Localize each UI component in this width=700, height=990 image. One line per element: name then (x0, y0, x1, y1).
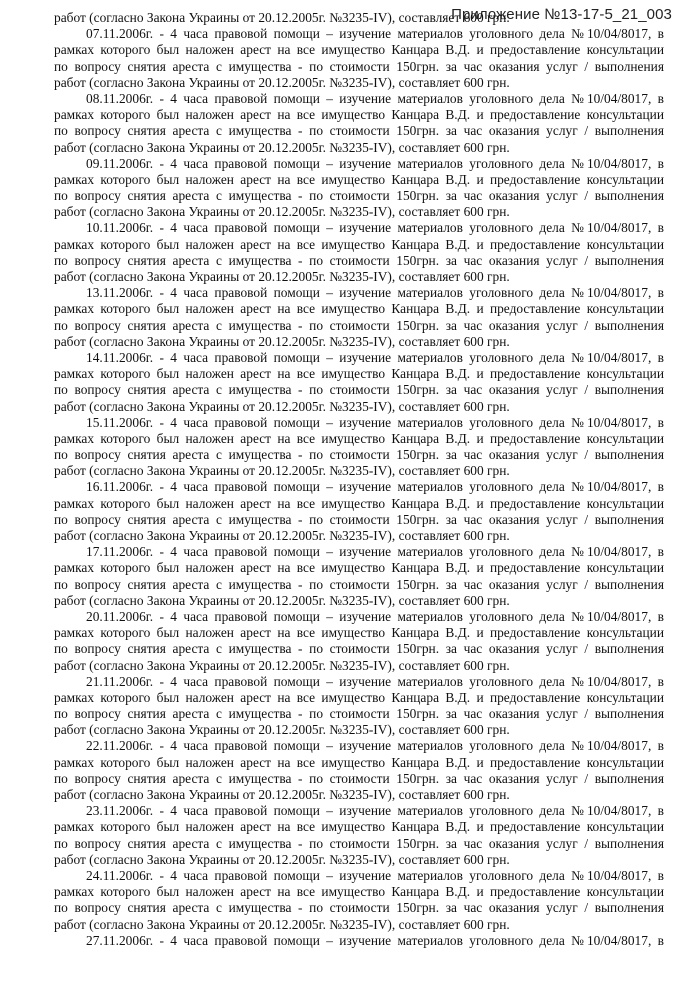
entry-line-4: работ (согласно Закона Украины от 20.12.2005г. №3235-IV), составляет 600 грн. (54, 787, 510, 802)
entry-line-1: 16.11.2006г. - 4 часа правовой помощи – изучение материалов уголовного дела №10/04/8017, в (86, 479, 664, 495)
entry-line-4: работ (согласно Закона Украины от 20.12.2005г. №3235-IV), составляет 600 грн. (54, 74, 510, 90)
entry-14-11 (54, 350, 664, 415)
entry-20-11 (54, 609, 664, 674)
entry-line-3: по вопросу снятия ареста с имущества - по стоимости 150грн. за час оказания услуг / выполнения (54, 447, 664, 463)
entry-line-4: работ (согласно Закона Украины от 20.12.2005г. №3235-IV), составляет 600 грн. (54, 463, 510, 479)
entry-line-1: 22.11.2006г. - 4 часа правовой помощи – изучение материалов уголовного дела №10/04/8017, в (86, 738, 664, 754)
entry-line-1: 24.11.2006г. - 4 часа правовой помощи – изучение материалов уголовного дела №10/04/8017, в (86, 867, 664, 883)
entry-line-1: 09.11.2006г. - 4 часа правовой помощи – изучение материалов уголовного дела №10/04/8017, в (86, 155, 664, 171)
entry-08-11 (54, 91, 664, 156)
entry-line-3: по вопросу снятия ареста с имущества - по стоимости 150грн. за час оказания услуг / выполнения (54, 123, 664, 139)
entry-line-2: рамках которого был наложен арест на все имущество Канцара В.Д. и предоставление консультации (54, 689, 664, 705)
entry-21-11 (54, 674, 664, 739)
trailing-entry-line: 27.11.2006г. - 4 часа правовой помощи – изучение материалов уголовного дела №10/04/8017, в (86, 932, 664, 948)
entry-line-1: 21.11.2006г. - 4 часа правовой помощи – изучение материалов уголовного дела №10/04/8017, в (86, 673, 664, 689)
entry-10-11 (54, 220, 664, 285)
entry-line-2: рамках которого был наложен арест на все имущество Канцара В.Д. и предоставление консультации (54, 819, 664, 835)
entry-line-2: рамках которого был наложен арест на все имущество Канцара В.Д. и предоставление консультации (54, 42, 664, 58)
entry-line-2: рамках которого был наложен арест на все имущество Канцара В.Д. и предоставление консультации (54, 236, 664, 252)
entry-line-3: по вопросу снятия ареста с имущества - по стоимости 150грн. за час оказания услуг / выполнения (54, 382, 664, 398)
entry-22-11 (54, 738, 664, 803)
entry-line-1: 23.11.2006г. - 4 часа правовой помощи – изучение материалов уголовного дела №10/04/8017, в (86, 803, 664, 819)
entry-09-11 (54, 156, 664, 221)
entry-line-3: по вопросу снятия ареста с имущества - по стоимости 150грн. за час оказания услуг / выполнения (54, 900, 664, 916)
entry-line-2: рамках которого был наложен арест на все имущество Канцара В.Д. и предоставление консультации (54, 107, 664, 123)
entry-line-4: работ (согласно Закона Украины от 20.12.2005г. №3235-IV), составляет 600 грн. (54, 722, 510, 738)
entry-line-4: работ (согласно Закона Украины от 20.12.2005г. №3235-IV), составляет 600 грн. (54, 851, 510, 867)
entry-17-11 (54, 544, 664, 609)
entry-line-3: по вопросу снятия ареста с имущества - по стоимости 150грн. за час оказания услуг / выполнения (54, 317, 664, 333)
entry-line-3: по вопросу снятия ареста с имущества - по стоимости 150грн. за час оказания услуг / выполнения (54, 770, 664, 786)
entry-line-1: 17.11.2006г. - 4 часа правовой помощи – изучение материалов уголовного дела №10/04/8017, в (86, 544, 664, 560)
entry-line-2: рамках которого был наложен арест на все имущество Канцара В.Д. и предоставление консультации (54, 495, 664, 511)
entry-line-4: работ (согласно Закона Украины от 20.12.2005г. №3235-IV), составляет 600 грн. (54, 139, 510, 155)
entry-07-11 (54, 26, 664, 91)
continuation-line: работ (согласно Закона Украины от 20.12.2005г. №3235-IV), составляет 600 грн. (54, 10, 510, 25)
entry-line-2: рамках которого был наложен арест на все имущество Канцара В.Д. и предоставление консультации (54, 560, 664, 576)
entry-line-3: по вопросу снятия ареста с имущества - по стоимости 150грн. за час оказания услуг / выполнения (54, 835, 664, 851)
entry-line-4: работ (согласно Закона Украины от 20.12.2005г. №3235-IV), составляет 600 грн. (54, 204, 510, 220)
entry-23-11 (54, 803, 664, 868)
entry-line-2: рамках которого был наложен арест на все имущество Канцара В.Д. и предоставление консультации (54, 430, 664, 446)
entry-13-11 (54, 285, 664, 350)
entry-line-2: рамках которого был наложен арест на все имущество Канцара В.Д. и предоставление консультации (54, 171, 664, 187)
entry-line-4: работ (согласно Закона Украины от 20.12.2005г. №3235-IV), составляет 600 грн. (54, 657, 510, 673)
entry-line-1: 15.11.2006г. - 4 часа правовой помощи – изучение материалов уголовного дела №10/04/8017, в (86, 414, 664, 430)
entry-line-4: работ (согласно Закона Украины от 20.12.2005г. №3235-IV), составляет 600 грн. (54, 592, 510, 608)
entry-line-2: рамках которого был наложен арест на все имущество Канцара В.Д. и предоставление консультации (54, 754, 664, 770)
entry-line-1: 13.11.2006г. - 4 часа правовой помощи – изучение материалов уголовного дела №10/04/8017, в (86, 285, 664, 301)
entry-line-1: 20.11.2006г. - 4 часа правовой помощи – изучение материалов уголовного дела №10/04/8017, в (86, 608, 664, 624)
entry-line-3: по вопросу снятия ареста с имущества - по стоимости 150грн. за час оказания услуг / выполнения (54, 706, 664, 722)
entry-line-2: рамках которого был наложен арест на все имущество Канцара В.Д. и предоставление консультации (54, 366, 664, 382)
entry-line-4: работ (согласно Закона Украины от 20.12.2005г. №3235-IV), составляет 600 грн. (54, 528, 510, 543)
entry-line-1: 08.11.2006г. - 4 часа правовой помощи – изучение материалов уголовного дела №10/04/8017, в (86, 90, 664, 106)
entry-line-3: по вопросу снятия ареста с имущества - по стоимости 150грн. за час оказания услуг / выполнения (54, 188, 664, 204)
entry-line-2: рамках которого был наложен арест на все имущество Канцара В.Д. и предоставление консультации (54, 625, 664, 641)
entry-line-3: по вопросу снятия ареста с имущества - по стоимости 150грн. за час оказания услуг / выполнения (54, 511, 664, 527)
entry-line-3: по вопросу снятия ареста с имущества - по стоимости 150грн. за час оказания услуг / выполнения (54, 576, 664, 592)
entry-15-11 (54, 415, 664, 480)
entry-line-3: по вопросу снятия ареста с имущества - по стоимости 150грн. за час оказания услуг / выполнения (54, 252, 664, 268)
entry-line-1: 07.11.2006г. - 4 часа правовой помощи – изучение материалов уголовного дела №10/04/8017, в (86, 26, 664, 42)
entry-line-4: работ (согласно Закона Украины от 20.12.2005г. №3235-IV), составляет 600 грн. (54, 333, 510, 349)
entry-line-4: работ (согласно Закона Украины от 20.12.2005г. №3235-IV), составляет 600 грн. (54, 916, 510, 932)
entry-line-2: рамках которого был наложен арест на все имущество Канцара В.Д. и предоставление консультации (54, 301, 664, 317)
entry-line-2: рамках которого был наложен арест на все имущество Канцара В.Д. и предоставление консультации (54, 884, 664, 900)
entry-line-1: 14.11.2006г. - 4 часа правовой помощи – изучение материалов уголовного дела №10/04/8017, в (86, 349, 664, 365)
entry-line-3: по вопросу снятия ареста с имущества - по стоимости 150грн. за час оказания услуг / выполнения (54, 58, 664, 74)
entry-line-3: по вопросу снятия ареста с имущества - по стоимости 150грн. за час оказания услуг / выполнения (54, 641, 664, 657)
entry-line-4: работ (согласно Закона Украины от 20.12.2005г. №3235-IV), составляет 600 грн. (54, 398, 510, 414)
entry-line-4: работ (согласно Закона Украины от 20.12.2005г. №3235-IV), составляет 600 грн. (54, 269, 510, 284)
entry-16-11 (54, 479, 664, 544)
document-body (54, 10, 664, 949)
document-reference-label: Приложение №13-17-5_21_003 (451, 6, 672, 23)
entry-line-1: 10.11.2006г. - 4 часа правовой помощи – изучение материалов уголовного дела №10/04/8017, в (86, 220, 664, 236)
entry-24-11 (54, 868, 664, 933)
